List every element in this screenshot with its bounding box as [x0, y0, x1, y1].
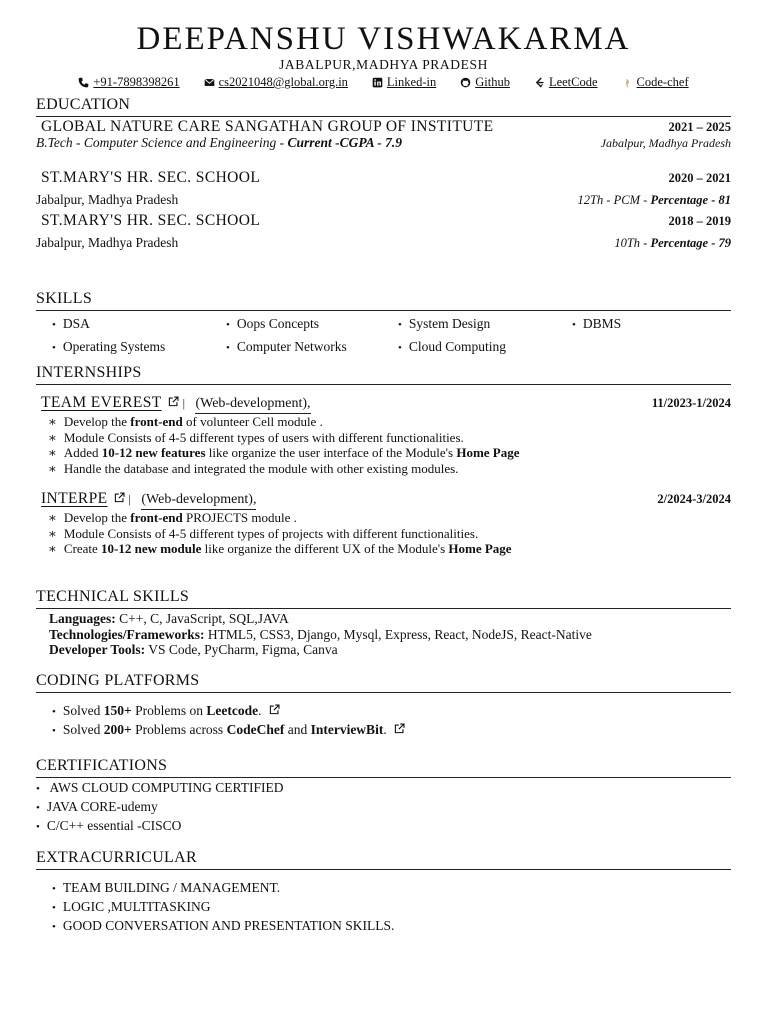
list-item: ∗ Develop the front-end PROJECTS module .	[48, 510, 731, 526]
role: (Web-development),	[195, 396, 310, 414]
leetcode-link[interactable]	[534, 74, 598, 90]
codechef-icon	[622, 77, 633, 88]
internship-item	[36, 490, 731, 557]
phone-icon	[78, 77, 89, 88]
extracurricular-heading: EXTRACURRICULAR	[36, 849, 731, 870]
role: (Web-development),	[141, 492, 256, 510]
list-item: • Solved 150+ Problems on Leetcode.	[52, 702, 731, 721]
email-link[interactable]	[204, 74, 348, 90]
leetcode-icon	[534, 77, 545, 88]
list-item: • Solved 200+ Problems across CodeChef and InterviewBit.	[52, 721, 731, 740]
skill-item: • Operating Systems	[52, 336, 226, 359]
education-item	[36, 118, 731, 151]
external-link-icon[interactable]	[269, 704, 280, 715]
education-place: Jabalpur, Madhya Pradesh	[36, 235, 179, 250]
skill-item: • Oops Concepts	[226, 313, 398, 336]
education-dates: 2018 – 2019	[668, 214, 731, 228]
codechef-link[interactable]	[622, 74, 689, 90]
certifications-heading: CERTIFICATIONS	[36, 757, 731, 778]
skill-item: • Computer Networks	[226, 336, 398, 359]
candidate-location: JABALPUR,MADHYA PRADESH	[279, 57, 488, 72]
candidate-name: DEEPANSHU VISHWAKARMA	[136, 21, 631, 57]
education-place: Jabalpur, Madhya Pradesh	[600, 136, 731, 150]
list-item: ∗ Create 10-12 new module like organize the different UX of the Module's Home Page	[48, 541, 731, 557]
certifications-list	[36, 779, 731, 836]
education-item	[36, 169, 731, 208]
list-item: • JAVA CORE-udemy	[36, 798, 731, 817]
skill-item: • DBMS	[572, 313, 692, 336]
company-name[interactable]: TEAM EVEREST	[41, 394, 162, 411]
skills-grid	[36, 313, 731, 359]
list-item: ∗ Handle the database and integrated the module with other existing modules.	[48, 461, 731, 477]
separator: |	[128, 492, 132, 506]
cgpa: Current -CGPA - 7.9	[287, 135, 402, 150]
internship-dates: 11/2023-1/2024	[651, 396, 731, 410]
contact-bar	[36, 74, 731, 90]
linkedin-link[interactable]	[372, 74, 436, 90]
skills-heading: SKILLS	[36, 290, 731, 311]
github-icon	[460, 77, 471, 88]
phone-label: +91-7898398261	[93, 75, 180, 89]
linkedin-label: Linked-in	[386, 75, 437, 89]
institute-name: ST.MARY'S HR. SEC. SCHOOL	[41, 212, 261, 229]
education-item	[36, 212, 731, 251]
list-item: • TEAM BUILDING / MANAGEMENT.	[52, 879, 731, 898]
email-icon	[204, 77, 215, 88]
company-name[interactable]: INTERPE	[41, 490, 108, 507]
education-dates: 2020 – 2021	[668, 171, 731, 185]
institute-name: GLOBAL NATURE CARE SANGATHAN GROUP OF INSTITUTE	[41, 118, 494, 135]
skill-item: • System Design	[398, 313, 572, 336]
skill-item: • Cloud Computing	[398, 336, 572, 359]
leetcode-label: LeetCode	[548, 75, 598, 89]
stream: 10Th -	[614, 236, 648, 250]
technical-skills-block	[36, 611, 731, 658]
list-item: • C/C++ essential -CISCO	[36, 817, 731, 836]
external-link-icon[interactable]	[168, 396, 179, 407]
degree: B.Tech - Computer Science and Engineering -	[36, 135, 285, 150]
separator: |	[182, 396, 186, 410]
institute-name: ST.MARY'S HR. SEC. SCHOOL	[41, 169, 261, 186]
list-item: ∗ Module Consists of 4-5 different types of users with different functionalities.	[48, 430, 731, 446]
internship-points	[36, 414, 731, 476]
list-item: • AWS CLOUD COMPUTING CERTIFIED	[36, 779, 731, 798]
coding-platforms-heading: CODING PLATFORMS	[36, 672, 731, 693]
percentage: Percentage - 81	[650, 193, 731, 207]
percentage: Percentage - 79	[650, 236, 731, 250]
extracurricular-list	[36, 879, 731, 936]
github-link[interactable]	[460, 74, 510, 90]
education-place: Jabalpur, Madhya Pradesh	[36, 192, 179, 207]
internship-points	[36, 510, 731, 557]
technical-skills-heading: TECHNICAL SKILLS	[36, 588, 731, 609]
education-heading: EDUCATION	[36, 96, 731, 117]
email-label: cs2021048@global.org.in	[218, 75, 348, 89]
list-item: • GOOD CONVERSATION AND PRESENTATION SKILLS.	[52, 917, 731, 936]
github-label: Github	[475, 75, 510, 89]
internship-item	[36, 394, 731, 476]
list-item: ∗ Module Consists of 4-5 different types of projects with different functionalities.	[48, 526, 731, 542]
stream: 12Th - PCM -	[577, 193, 648, 207]
education-dates: 2021 – 2025	[668, 120, 731, 134]
frameworks-row: Technologies/Frameworks: HTML5, CSS3, Django, Mysql, Express, React, NodeJS, React-Native	[49, 626, 592, 642]
phone-link[interactable]	[78, 74, 179, 90]
internships-heading: INTERNSHIPS	[36, 364, 731, 385]
list-item: ∗ Added 10-12 new features like organize the user interface of the Module's Home Page	[48, 445, 731, 461]
languages-row: Languages: C++, C, JavaScript, SQL,JAVA	[49, 611, 289, 626]
codechef-label: Code-chef	[636, 75, 689, 89]
list-item: • LOGIC ,MULTITASKING	[52, 898, 731, 917]
external-link-icon[interactable]	[114, 492, 125, 503]
tools-row: Developer Tools: VS Code, PyCharm, Figma, Canva	[49, 642, 338, 657]
internship-dates: 2/2024-3/2024	[657, 492, 731, 506]
resume-page	[36, 20, 731, 933]
external-link-icon[interactable]	[394, 723, 405, 734]
list-item: ∗ Develop the front-end of volunteer Cell module .	[48, 414, 731, 430]
skill-item: • DSA	[52, 313, 226, 336]
linkedin-icon	[372, 77, 383, 88]
coding-list	[36, 702, 731, 740]
